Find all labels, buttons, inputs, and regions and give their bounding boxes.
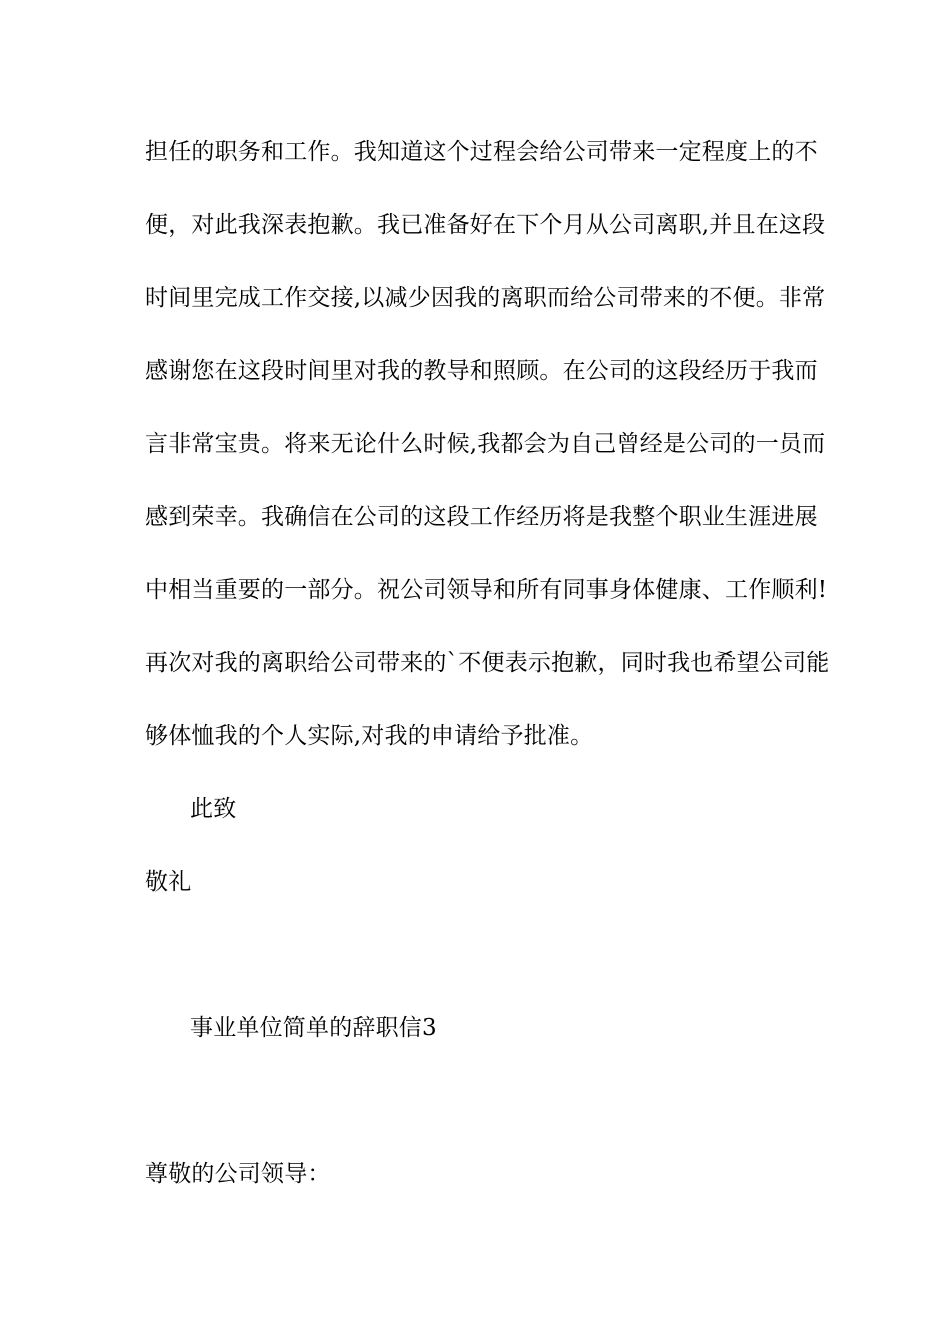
body-line-1: 担任的职务和工作。我知道这个过程会给公司带来一定程度上的不 bbox=[145, 139, 818, 165]
body-line-6: 感到荣幸。我确信在公司的这段工作经历将是我整个职业生涯进展 bbox=[145, 504, 818, 530]
body-line-8: 再次对我的离职给公司带来的`不便表示抱歉，同时我也希望公司能 bbox=[145, 650, 830, 676]
body-line-4: 感谢您在这段时间里对我的教导和照顾。在公司的这段经历于我而 bbox=[145, 358, 818, 384]
body-line-7: 中相当重要的一部分。祝公司领导和所有同事身体健康、工作顺利! bbox=[145, 577, 828, 603]
closing-salute: 敬礼 bbox=[145, 869, 192, 895]
section-title: 事业单位简单的辞职信3 bbox=[190, 1015, 437, 1041]
body-line-9: 够体恤我的个人实际,对我的申请给予批准。 bbox=[145, 723, 594, 749]
salutation: 尊敬的公司领导： bbox=[145, 1161, 331, 1187]
body-line-2: 便，对此我深表抱歉。我已准备好在下个月从公司离职,并且在这段 bbox=[145, 212, 826, 238]
body-line-5: 言非常宝贵。将来无论什么时候,我都会为自己曾经是公司的一员而 bbox=[145, 431, 826, 457]
body-line-3: 时间里完成工作交接,以减少因我的离职而给公司带来的不便。非常 bbox=[145, 285, 826, 311]
closing-respectfully: 此致 bbox=[190, 796, 237, 822]
